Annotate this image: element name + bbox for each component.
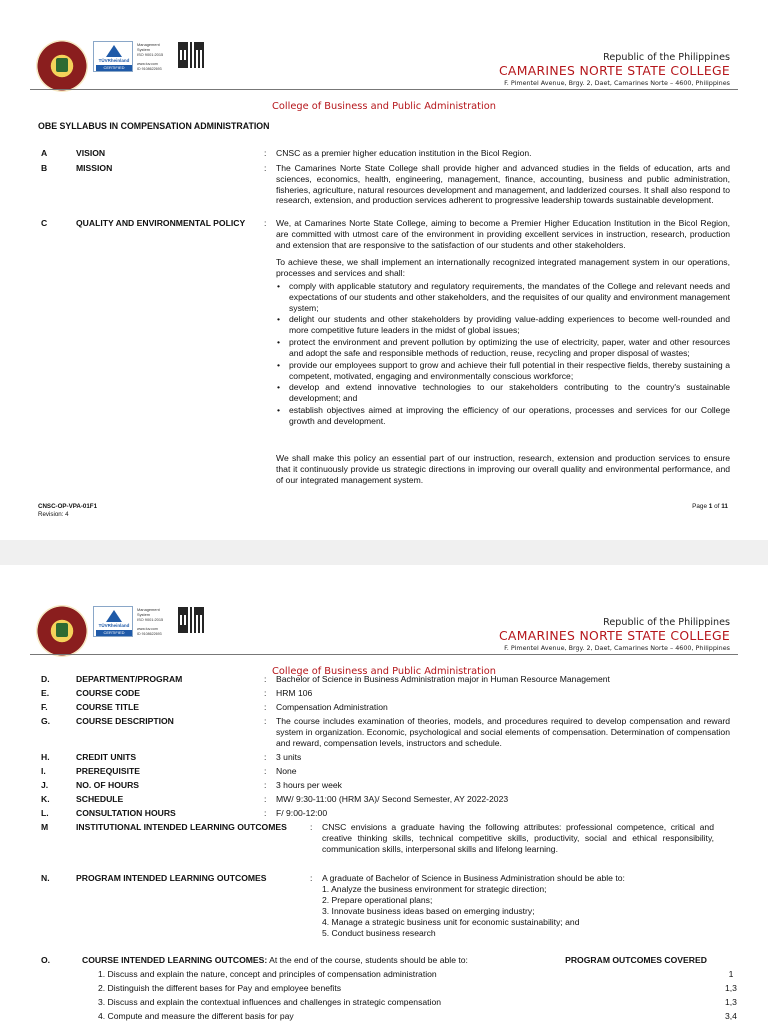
clo-text: 4. Compute and measure the different basis for pay <box>98 1011 294 1021</box>
table-row <box>98 969 734 980</box>
list-item: • delight our students and other stakeholders by providing value-adding experiences to become well-rounded and more competitive future leaders in the midst of global issues; <box>289 314 730 336</box>
page-gap <box>0 540 768 565</box>
document-code: CNSC-OP-VPA-01F1 <box>38 503 98 510</box>
vision-letter: A <box>41 148 48 158</box>
tuv-logo: TÜVRheinland CERTIFIED <box>93 41 133 72</box>
page-header <box>0 565 768 685</box>
row-letter: E. <box>41 688 50 698</box>
mission-colon: : <box>264 163 267 173</box>
list-item: • provide our employees support to grow and achieve their full potential in their respective fields, thereby sustaining a competent, motivated, engaging and environmentally conscious workforce; <box>289 360 730 382</box>
list-item: 4. Manage a strategic business unit for economic sustainability; and <box>322 916 580 927</box>
iso-certification-badge <box>93 41 211 72</box>
syllabus-title: OBE SYLLABUS IN COMPENSATION ADMINISTRATION <box>38 121 270 131</box>
plo-list <box>322 884 702 939</box>
ilo-colon: : <box>310 822 313 832</box>
page-header <box>0 0 768 120</box>
republic-label: Republic of the Philippines <box>603 52 730 63</box>
row-label: COURSE TITLE <box>76 702 140 712</box>
revision-label: Revision: 4 <box>38 511 69 518</box>
row-letter: L. <box>41 808 49 818</box>
row-colon: : <box>264 780 267 790</box>
policy-label: QUALITY AND ENVIRONMENTAL POLICY <box>76 218 246 228</box>
clo-text: 1. Discuss and explain the nature, concept and principles of compensation administration <box>98 969 437 979</box>
mission-label: MISSION <box>76 163 113 173</box>
row-label: NO. OF HOURS <box>76 780 140 790</box>
course-title-value: Compensation Administration <box>276 702 388 712</box>
clo-covered: 1,3 <box>725 997 737 1007</box>
republic-label: Republic of the Philippines <box>603 617 730 628</box>
list-item: 3. Innovate business ideas based on emerging industry; <box>322 905 535 916</box>
mission-text: The Camarines Norte State College shall provide higher and advanced studies in the fields of education, arts and sciences, economics, health, engineering, management, finance, accounting, business and public administration, fisheries, agriculture, natural resources development and management, and ladderized courses. It shall also respond to research, extension, and production services adherent to progressive leadership towards sustainable development. <box>276 163 730 206</box>
department-title: College of Business and Public Administration <box>272 666 496 677</box>
consultation-hours-value: F/ 9:00-12:00 <box>276 808 328 818</box>
schedule-value: MW/ 9:30-11:00 (HRM 3A)/ Second Semester, AY 2022-2023 <box>276 794 509 804</box>
row-letter: G. <box>41 716 51 726</box>
row-letter: H. <box>41 752 50 762</box>
cert-url-text: www.tuv.com ID 9108622693 <box>137 627 162 636</box>
qr-code-icon <box>178 42 204 68</box>
policy-colon: : <box>264 218 267 228</box>
vision-label: VISION <box>76 148 106 158</box>
tuv-logo: TÜVRheinland CERTIFIED <box>93 606 133 637</box>
plo-colon: : <box>310 873 313 883</box>
row-label: CREDIT UNITS <box>76 752 137 762</box>
course-code-value: HRM 106 <box>276 688 313 698</box>
row-label: DEPARTMENT/PROGRAM <box>76 674 183 684</box>
college-address: F. Pimentel Avenue, Brgy. 2, Daet, Camarines Norte – 4600, Philippines <box>504 79 730 87</box>
hours-value: 3 hours per week <box>276 780 342 790</box>
policy-closing: We shall make this policy an essential part of our instruction, research, extension and production services to ensure that it continuously provide us strategic directions in improving our overall quality and environmental performance, and of our integrated management system. <box>276 453 730 485</box>
syllabus-page-2 <box>0 565 768 1024</box>
cert-system-text: Management System ISO 9001:2015 <box>137 42 164 58</box>
list-item: 1. Analyze the business environment for strategic direction; <box>322 884 547 894</box>
plo-letter: N. <box>41 873 50 883</box>
row-label: SCHEDULE <box>76 794 124 804</box>
clo-heading: COURSE INTENDED LEARNING OUTCOMES: At the end of the course, students should be able to: <box>82 955 468 965</box>
row-colon: : <box>264 766 267 776</box>
row-label: COURSE DESCRIPTION <box>76 716 174 726</box>
row-letter: J. <box>41 780 49 790</box>
row-colon: : <box>264 808 267 818</box>
policy-intro: We, at Camarines Norte State College, aiming to become a Premier Higher Education Institution in the Bicol Region, are committed with utmost care of the environment in providing excellent services in instruction, research, production and extension that are responsive to the satisfaction of our students and other stakeholders. <box>276 218 730 250</box>
cert-system-text: Management System ISO 9001:2015 <box>137 607 164 623</box>
department-program-value: Bachelor of Science in Business Administration major in Human Resource Management <box>276 674 610 684</box>
list-item: • establish objectives aimed at improving the efficiency of our operations, processes and services for our College growth and development. <box>289 405 730 427</box>
list-item: 2. Prepare operational plans; <box>322 894 433 905</box>
plo-intro: A graduate of Bachelor of Science in Business Administration should be able to: <box>322 873 625 883</box>
qr-code-icon <box>178 607 204 633</box>
clo-covered: 1 <box>728 969 734 979</box>
plo-label: PROGRAM INTENDED LEARNING OUTCOMES <box>76 873 267 883</box>
table-row <box>98 997 737 1008</box>
policy-bullet-list <box>289 281 730 428</box>
course-description-value: The course includes examination of theories, models, and procedures required to develop compensation and reward system in organization. Economic, psychological and social elements of compensation. Determination of compensation and reward, compensation levels, instructors and schedule. <box>276 716 730 748</box>
row-letter: F. <box>41 702 48 712</box>
college-seal-logo <box>36 605 88 657</box>
page-number: Page 1 of 11 <box>692 503 728 510</box>
policy-achieve: To achieve these, we shall implement an internationally recognized integrated management system in our operations, processes and services and shall: <box>276 257 730 278</box>
clo-covered: 3,4 <box>725 1011 737 1021</box>
college-name: CAMARINES NORTE STATE COLLEGE <box>498 628 730 643</box>
row-letter: D. <box>41 674 50 684</box>
list-item: • protect the environment and prevent pollution by optimizing the use of electricity, paper, water and other resources and adopt the safe and responsible methods of reduction, reuse, recycling and proper disposal of wastes; <box>289 337 730 359</box>
department-title: College of Business and Public Administration <box>272 101 496 112</box>
row-letter: I. <box>41 766 46 776</box>
iso-certification-badge <box>93 606 211 637</box>
program-outcomes-covered-header: PROGRAM OUTCOMES COVERED <box>565 955 707 965</box>
list-item: • comply with applicable statutory and regulatory requirements, the mandates of the College and relevant needs and expectations of our students and other stakeholders, and the requisites of our quality and environment management system; <box>289 281 730 313</box>
ilo-label: INSTITUTIONAL INTENDED LEARNING OUTCOMES <box>76 822 287 832</box>
row-colon: : <box>264 688 267 698</box>
clo-text: 2. Distinguish the different bases for Pay and employee benefits <box>98 983 341 993</box>
list-item: • develop and extend innovative technologies to our stakeholders contributing to the country's sustainable development; and <box>289 382 730 404</box>
college-address: F. Pimentel Avenue, Brgy. 2, Daet, Camarines Norte – 4600, Philippines <box>504 644 730 652</box>
credit-units-value: 3 units <box>276 752 302 762</box>
row-label: PREREQUISITE <box>76 766 140 776</box>
row-colon: : <box>264 674 267 684</box>
vision-colon: : <box>264 148 267 158</box>
row-colon: : <box>264 702 267 712</box>
ilo-text: CNSC envisions a graduate having the following attributes: professional competence, critical and creative thinking skills, technical competitive skills, productivity, social and ethical responsibility, communication skills, interpersonal skills and lifelong learning. <box>322 822 714 854</box>
vision-text: CNSC as a premier higher education institution in the Bicol Region. <box>276 148 532 158</box>
row-colon: : <box>264 752 267 762</box>
clo-letter: O. <box>41 955 51 965</box>
college-seal-logo <box>36 40 88 92</box>
row-letter: K. <box>41 794 50 804</box>
policy-letter: C <box>41 218 48 228</box>
prerequisite-value: None <box>276 766 297 776</box>
header-divider <box>30 654 738 655</box>
row-label: COURSE CODE <box>76 688 140 698</box>
cert-url-text: www.tuv.com ID 9108622693 <box>137 62 162 71</box>
clo-covered: 1,3 <box>725 983 737 993</box>
clo-text: 3. Discuss and explain the contextual influences and challenges in strategic compensation <box>98 997 442 1007</box>
header-divider <box>30 89 738 90</box>
table-row <box>98 1011 737 1022</box>
mission-letter: B <box>41 163 48 173</box>
college-name: CAMARINES NORTE STATE COLLEGE <box>498 63 730 78</box>
list-item: 5. Conduct business research <box>322 927 436 938</box>
table-row <box>98 983 737 994</box>
row-label: CONSULTATION HOURS <box>76 808 176 818</box>
row-colon: : <box>264 794 267 804</box>
ilo-letter: M <box>41 822 49 832</box>
row-colon: : <box>264 716 267 726</box>
